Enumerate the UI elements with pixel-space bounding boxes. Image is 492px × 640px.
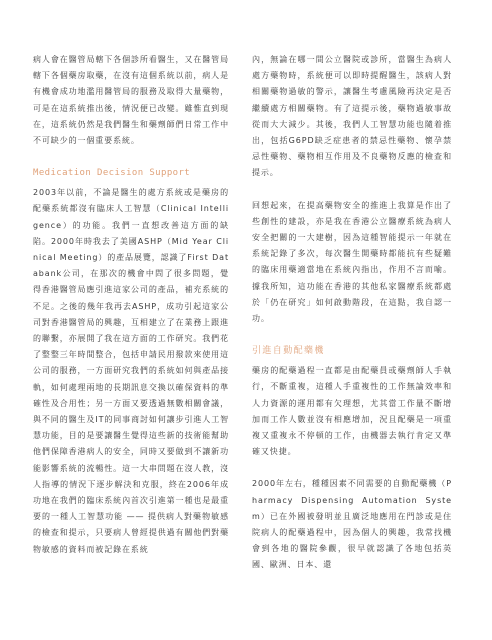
section-heading-medication-decision-support: Medication Decision Support — [33, 168, 191, 179]
left-column — [33, 52, 229, 558]
paragraph-gap — [252, 327, 452, 343]
paragraph-reflection: 回想起來，在提高藥物安全的推進上我算是作出了些創性的建設，亦是我在香港公立醫療系統為病人安全把關的一大建樹，因為這種智能提示一年就在系統記錄了多次，每次醫生開藥時都能抗有些疑難的臨床用藥適當地在系統內指出，作用不言而喻。據我所知，這功能在香港的其他私家醫療系統都處於「仍在研究」如何啟動階段，在這點，我自認一功。 — [252, 200, 452, 324]
paragraph-system-intro: 病人會在醫管局轄下各個診所看醫生，又在醫管局轄下各個藥房取藥，在沒有這個系統以前，病人是有機會成功地濫用醫管局的服務及取得大量藥物，可是在這系統推出後，情況便已改變。雖惟直到現在，這系統仍然是我們醫生和藥劑師們日常工作中不可缺少的一個重要系統。 — [33, 55, 229, 146]
paragraph-allergy-alerts: 內，無論在哪一間公立醫院或診所，當醫生為病人處方藥物時，系統便可以即時提醒醫生，該病人對相關藥物過敏的警示，讓醫生考慮風險再決定是否繼續處方相關藥物。有了這提示後，藥物過敏事故從而大大減少。其後，我們人工智慧功能也隨着推出，包括G6PD缺乏症患者的禁忌性藥物、懷孕禁忌性藥物、藥物相互作用及不良藥物反應的檢查和提示。 — [252, 55, 452, 178]
paragraph-automation-system: 2000年左右，種種因素不同需要的自動配藥機（Pharmacy Dispensing Automation System）已在外國被發明並且廣泛地應用在門診或是住院病人的配藥過程中，因為個人的興趣，我常找機會到各地的醫院參觀，很早就認識了各地包括英國、歐洲、日本、還 — [252, 479, 452, 570]
paragraph-clinical-intelligence: 2003年以前，不論是醫生的處方系統或是藥房的配藥系統都沒有臨床人工智慧（Clinical Intelligence）的功能。我們一直想改善這方面的缺陷。2000年時我去了美國ASHP（Mid Year Clinical Meeting）的產品展覽，認識了First Databank公司，在那次的機會中問了很多問題，覺得香港醫管局應引進這家公司的產品，補充系統的不足。之後的幾年我再去ASHP，成功引起這家公司對香港醫管局的興趣，互相建立了在業務上跟進的聯繫，亦展開了我在這方面的工作研究。我們花了整整三年時間整合，包括申請民用撥款來使用這公司的服務，一方面研究我們的系統如何與產品接軌，如何處理兩地的長期訊息交換以確保資料的準確性及合用性；另一方面又要透過無數相關會議，與不同的醫生及IT的同事商討如何讓步引進人工智慧功能，目的是要讓醫生覺得這些新的技術能幫助他們保障香港病人的安全，同時又要做到不讓新功能影響系統的流暢性。這一大串問題在沒人教，沒人指導的情況下逐步解決和克服，終在2006年成功地在我們的臨床系統內首次引進第一種也是最重要的一種人工智慧功能 —— 提供病人對藥物敏感的檢查和提示，只要病人曾經提供過有關他們對藥物敏感的資料而被記錄在系統 — [33, 188, 229, 554]
paragraph-gap — [252, 460, 452, 476]
section-heading-dispensing-machine: 引進自動配藥機 — [252, 346, 325, 357]
paragraph-manual-dispensing: 藥房的配藥過程一直都是由配藥員或藥劑師人手執行，不斷重複，這種人手重複性的工作無論效率和人力資源的運用都有欠理想，尤其當工作量不斷增加而工作人數並沒有相應增加，況且配藥是一項重複又重複永不停頓的工作，由機器去執行肯定又準確又快捷。 — [252, 366, 452, 457]
paragraph-gap — [33, 149, 229, 165]
right-column — [252, 52, 452, 574]
paragraph-gap — [252, 182, 452, 198]
